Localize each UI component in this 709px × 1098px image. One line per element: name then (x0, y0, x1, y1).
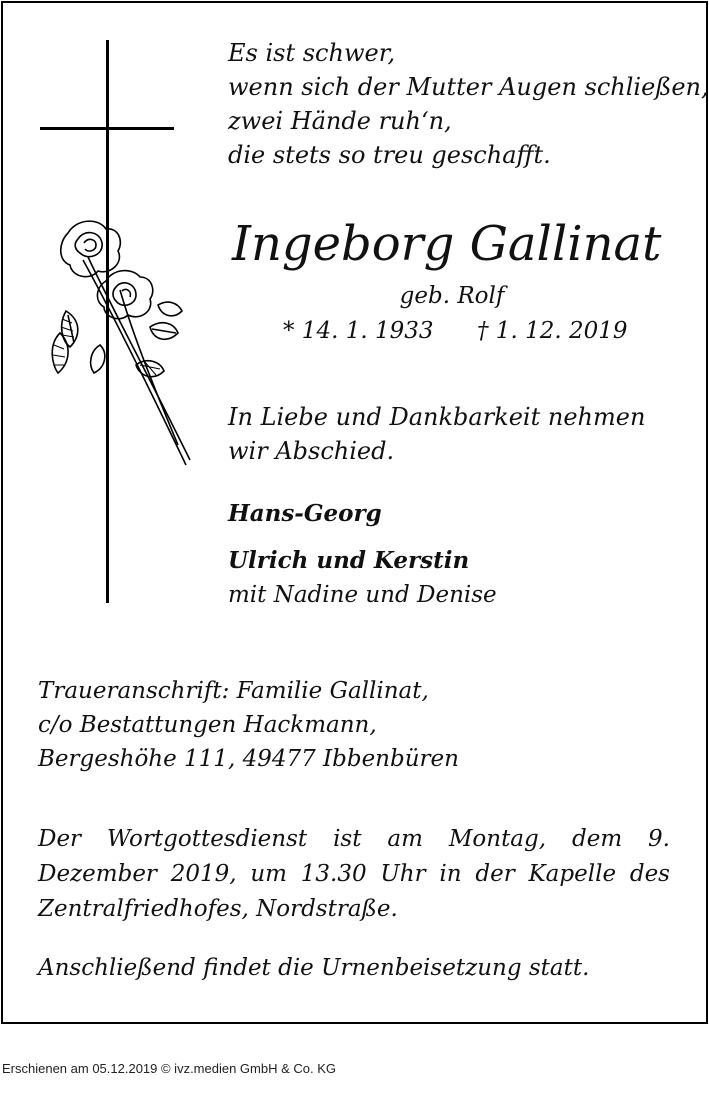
address-line: Bergeshöhe 111, 49477 Ibbenbüren (38, 746, 459, 772)
cross-bar (40, 127, 174, 130)
poem-line: Es ist schwer, (228, 39, 396, 67)
family-member: Ulrich und Kerstin (228, 547, 470, 574)
closing-text: Anschließend findet die Urnenbeisetzung statt. (38, 955, 590, 981)
roses-icon (28, 215, 198, 475)
death-date: † 1. 12. 2019 (477, 318, 628, 344)
service-text: Der Wortgottesdienst ist am Montag, dem 9. Dezember 2019, um 13.30 Uhr in der Kapelle des Zentralfriedhofes, Nordstraße. (38, 826, 670, 922)
mourning-address (38, 674, 459, 776)
farewell-text: In Liebe und Dankbarkeit nehmen wir Abschied. (228, 403, 646, 465)
family-member: Hans-Georg (228, 500, 382, 527)
family-member: mit Nadine und Denise (228, 582, 497, 608)
poem-line: die stets so treu geschafft. (228, 141, 551, 169)
address-line: Traueranschrift: Familie Gallinat, (38, 678, 429, 704)
poem-line: wenn sich der Mutter Augen schließen, (228, 73, 709, 101)
deceased-name: Ingeborg Gallinat (232, 216, 662, 272)
maiden-name: geb. Rolf (399, 283, 505, 309)
birth-date: * 14. 1. 1933 (283, 318, 434, 344)
poem (228, 36, 709, 172)
address-line: c/o Bestattungen Hackmann, (38, 712, 377, 738)
publication-footer: Erschienen am 05.12.2019 © ivz.medien GmbH & Co. KG (2, 1061, 337, 1076)
poem-line: zwei Hände ruh‘n, (228, 107, 452, 135)
